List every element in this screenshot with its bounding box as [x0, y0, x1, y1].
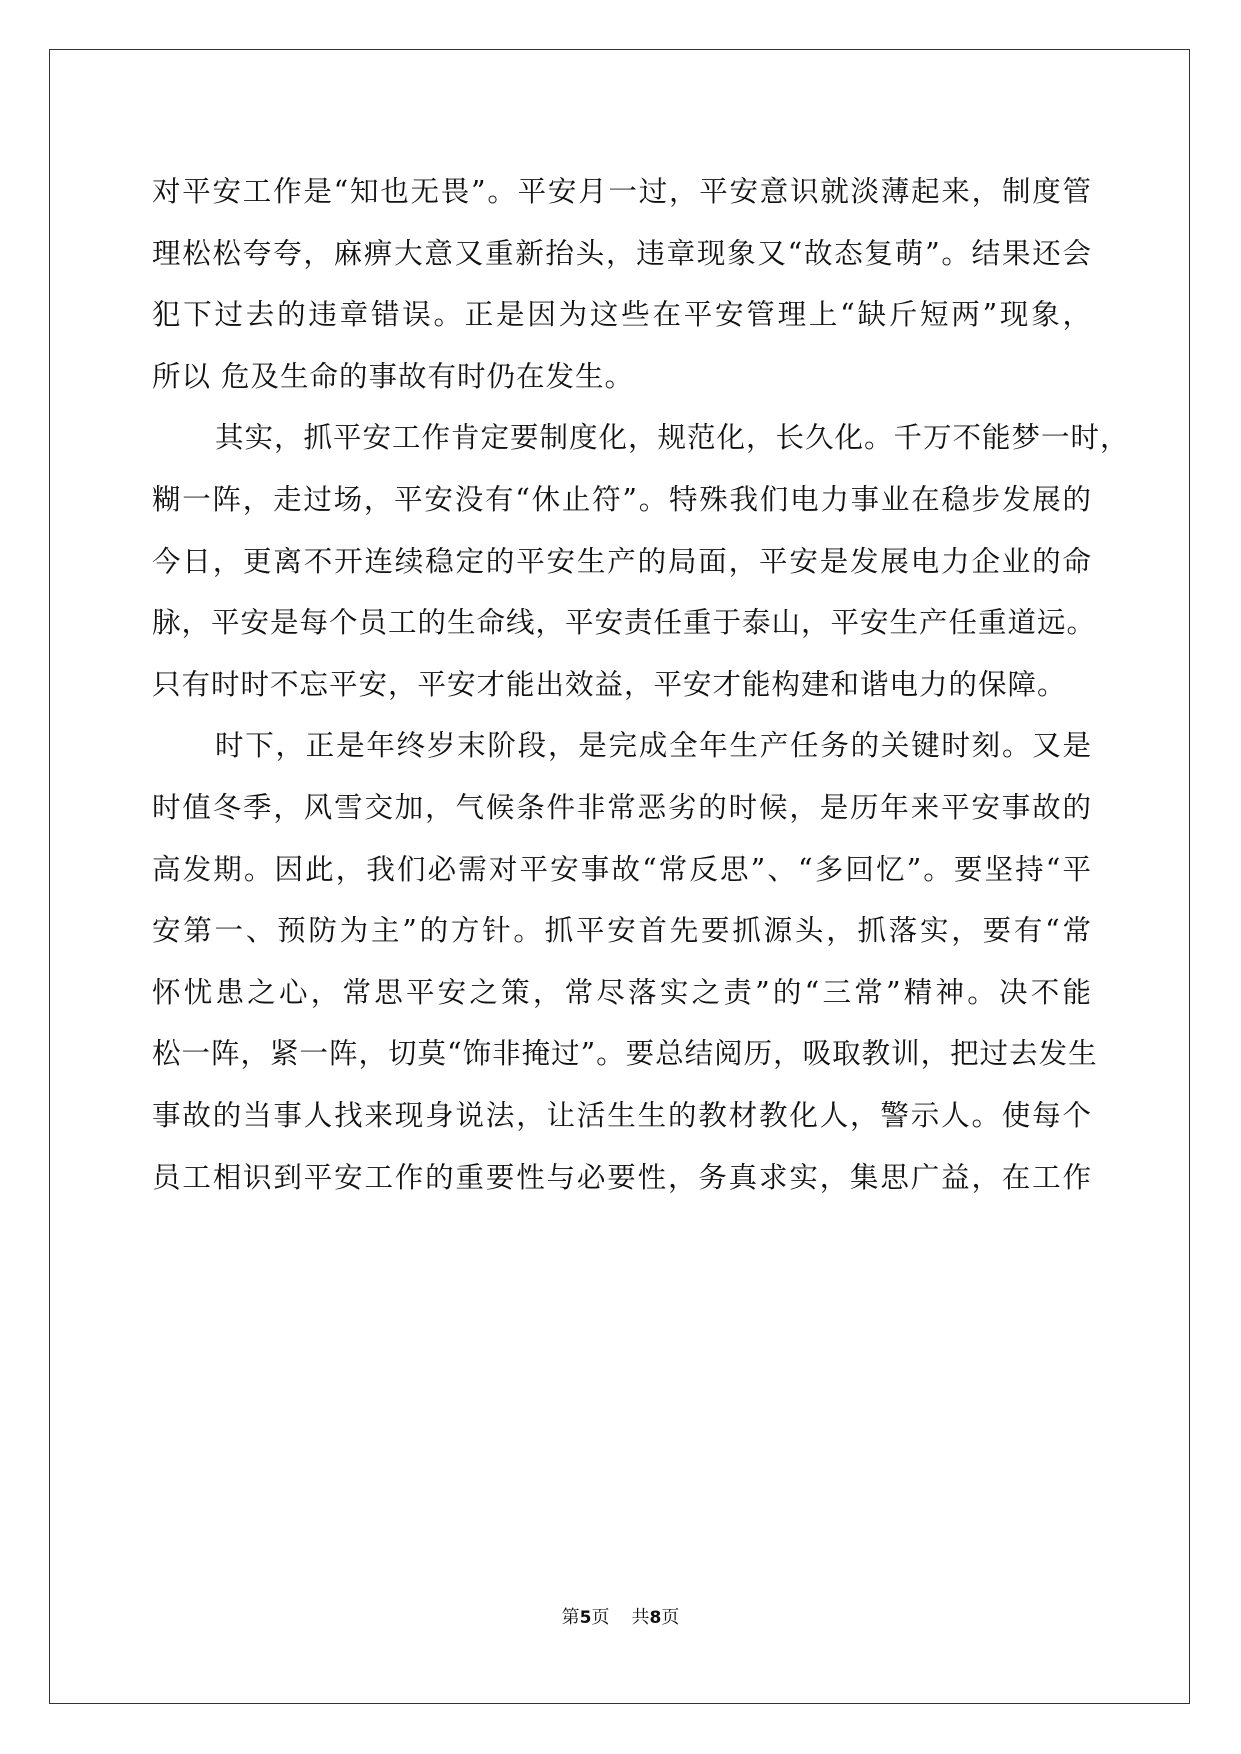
paragraph-3-line-4: 安第一、预防为主”的方针。抓平安首先要抓源头，抓落实，要有“常: [152, 914, 1092, 948]
paragraph-1-line-2: 理松松夸夸，麻痹大意又重新抬头，违章现象又“故态复萌”。结果还会: [152, 236, 1092, 270]
paragraph-1-line-1: 对平安工作是“知也无畏”。平安月一过，平安意识就淡薄起来，制度管: [152, 175, 1092, 208]
footer-page-number: 5: [579, 1608, 592, 1628]
paragraph-1-line-4: 所以 危及生命的事故有时仍在发生。: [152, 359, 635, 393]
footer-page-suffix: 页: [591, 1607, 610, 1628]
paragraph-3-line-2: 时值冬季，风雪交加，气候条件非常恶劣的时候，是历年来平安事故的: [152, 790, 1092, 824]
paragraph-3-line-3: 高发期。因此，我们必需对平安事故“常反思”、“多回忆”。要坚持“平: [152, 852, 1092, 886]
document-body: [152, 161, 1130, 1208]
paragraph-3-line-7: 事故的当事人找来现身说法，让活生生的教材教化人，警示人。使每个: [152, 1098, 1092, 1132]
paragraph-2-line-1: 其实，抓平安工作肯定要制度化，规范化，长久化。千万不能梦一时，: [215, 421, 1130, 455]
paragraph-2-line-3: 今日，更离不开连续稳定的平安生产的局面，平安是发展电力企业的命: [152, 544, 1092, 578]
footer-total-pages: 8: [649, 1608, 662, 1628]
paragraph-1-line-3: 犯下过去的违章错误。正是因为这些在平安管理上“缺斤短两”现象，: [152, 298, 1092, 332]
paragraph-3-line-1: 时下，正是年终岁末阶段，是完成全年生产任务的关键时刻。又是: [215, 729, 1092, 763]
paragraph-3-line-8: 员工相识到平安工作的重要性与必要性，务真求实，集思广益，在工作: [152, 1160, 1092, 1194]
page-footer: [0, 1606, 1241, 1630]
paragraph-2-line-4: 脉，平安是每个员工的生命线，平安责任重于泰山，平安生产任重道远。: [152, 606, 1097, 640]
footer-total-prefix: 共: [631, 1607, 650, 1628]
paragraph-3-line-6: 松一阵，紧一阵，切莫“饰非掩过”。要总结阅历，吸取教训，把过去发生: [152, 1037, 1098, 1071]
paragraph-2-line-5: 只有时时不忘平安，平安才能出效益，平安才能构建和谐电力的保障。: [152, 667, 1067, 701]
paragraph-3-line-5: 怀忧患之心，常思平安之策，常尽落实之责”的“三常”精神。决不能: [152, 975, 1092, 1009]
footer-page-prefix: 第: [561, 1607, 580, 1628]
paragraph-2-line-2: 糊一阵，走过场，平安没有“休止符”。特殊我们电力事业在稳步发展的: [152, 482, 1092, 516]
footer-total-suffix: 页: [661, 1607, 680, 1628]
